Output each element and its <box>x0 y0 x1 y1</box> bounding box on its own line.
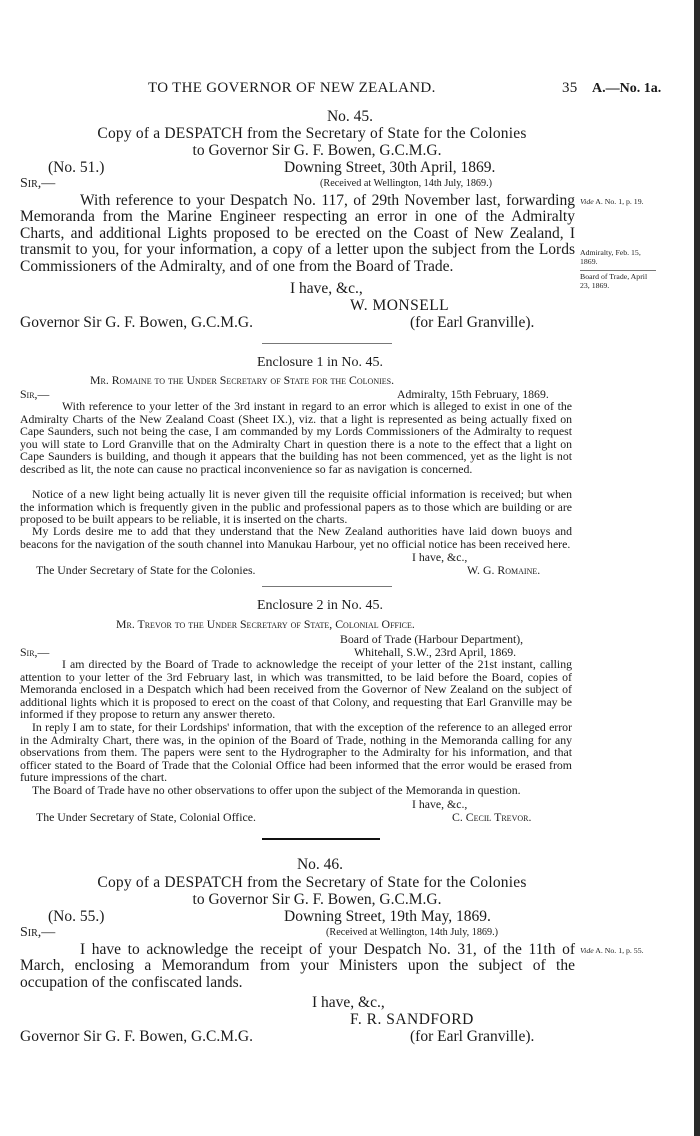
despatch-divider <box>262 838 380 840</box>
enclosure2-salutation: Sir,— <box>20 645 50 659</box>
enclosure1-signature: W. G. Romaine. <box>467 563 541 577</box>
despatch-signature: W. MONSELL <box>350 297 450 314</box>
despatch-addressee: Governor Sir G. F. Bowen, G.C.M.G. <box>20 314 253 331</box>
despatch46-received-note: (Received at Wellington, 14th July, 1869.) <box>326 927 499 938</box>
running-head-title: TO THE GOVERNOR OF NEW ZEALAND. <box>148 80 436 96</box>
despatch-closing: I have, &c., <box>290 280 363 297</box>
margin-note-board-of-trade: Board of Trade, April 23, 1869. <box>580 272 648 290</box>
enclosure2-para2: In reply I am to state, for their Lordships' information, that with the exception of the reference to an alleged error in the Admiralty Chart, there was, in the opinion of the Board of Trade, nothing in the Memoranda calling for any observations from them. The papers were sent to the Hydrographer to the Admiralty for his information, and that officer stated to the Board of Trade that the Colonial Office had been informed that the error would be erased from future impressions of the chart. <box>20 720 572 784</box>
despatch-salutation: Sir,— <box>20 176 56 191</box>
enclosure2-closing: I have, &c., <box>412 797 468 811</box>
page-number: 35 <box>562 80 578 96</box>
despatch-ref-no: (No. 51.) <box>48 159 105 176</box>
section-divider <box>262 586 392 587</box>
despatch46-salutation: Sir,— <box>20 925 56 940</box>
margin-note-vide-italic: Vide <box>580 197 594 206</box>
margin-note-vide <box>580 197 658 206</box>
despatch46-signature-note: (for Earl Granville). <box>410 1028 535 1045</box>
enclosure2-heading: Enclosure 2 in No. 45. <box>257 598 383 613</box>
despatch-body: With reference to your Despatch No. 117, of 29th November last, forwarding Memoranda from the Marine Engineer respecting an error in one of the Admiralty Charts, and additional Lights proposed to be erected on the Coast of New Zealand, I transmit to you, for your information, a copy of a letter upon the subject from the Lords Commissioners of the Admiralty, and of one from the Board of Trade. <box>20 192 575 275</box>
enclosure2-subheading: Mr. Trevor to the Under Secretary of State, Colonial Office. <box>116 617 415 631</box>
despatch-number: No. 45. <box>326 108 374 125</box>
despatch-signature-note: (for Earl Granville). <box>410 314 535 331</box>
enclosure1-closing: I have, &c., <box>412 550 468 564</box>
margin-note-rule <box>580 270 656 271</box>
enclosure1-subheading: Mr. Romaine to the Under Secretary of State for the Colonies. <box>90 373 395 387</box>
despatch46-closing: I have, &c., <box>312 994 385 1011</box>
enclosure1-place-date: Admiralty, 15th February, 1869. <box>397 387 549 401</box>
paper-reference: A.—No. 1a. <box>592 81 662 96</box>
enclosure1-para2: Notice of a new light being actually lit is never given till the requisite official information is received; but when the information which is frequently given in the public and professional papers as to those which are building or are proposed to be built appears to be reliable, it is inserted on the charts. <box>20 487 572 526</box>
despatch-title-line2: to Governor Sir G. F. Bowen, G.C.M.G. <box>192 142 442 159</box>
enclosure2-para1: I am directed by the Board of Trade to acknowledge the receipt of your letter of the 21st instant, calling attention to your letter of the 3rd February last, in which was transmitted, to be laid before the Board, copies of Memoranda enclosed in a Despatch which had been received from the Governor of New Zealand on the subject of additional lights which it is proposed to erect on the coast of that Colony, and requesting that Earl Granville may be informed if they propose to return any answer thereto. <box>20 657 572 721</box>
despatch46-title-line1: Copy of a DESPATCH from the Secretary of State for the Colonies <box>97 874 527 891</box>
despatch-received-note: (Received at Wellington, 14th July, 1869.) <box>320 178 493 189</box>
margin-note-admiralty: Admiralty, Feb. 15, 1869. <box>580 248 641 266</box>
despatch46-signature: F. R. SANDFORD <box>350 1011 474 1028</box>
section-divider <box>262 343 392 344</box>
despatch46-margin-note <box>580 946 658 955</box>
despatch46-place-date: Downing Street, 19th May, 1869. <box>284 908 491 925</box>
despatch46-ref-no: (No. 55.) <box>48 908 105 925</box>
despatch-title-line1: Copy of a DESPATCH from the Secretary of State for the Colonies <box>97 125 527 142</box>
scan-edge <box>694 0 700 1136</box>
enclosure2-signature: C. Cecil Trevor. <box>452 810 532 824</box>
enclosure1-para1: With reference to your letter of the 3rd instant in regard to an error which is alleged to exist in one of the Admiralty Charts of the New Zealand Coast (Sheet IX.), viz. that a light is represented as being actually fixed on Cape Saunders, such not being the case, I am commanded by my Lords Commissioners of the Admiralty to request you will state to Lord Granville that on the Admiralty Chart in question there is a note to the effect that a light on Cape Saunders is building, and though it appears that the building has not been commenced, yet as the light is not described as lit, the note can cause no practical inconvenience so far as navigation is concerned. <box>20 399 572 476</box>
despatch46-margin-note-italic: Vide <box>580 946 594 955</box>
enclosure1-para3: My Lords desire me to add that they understand that the New Zealand authorities have laid down buoys and beacons for the navigation of the south channel into Manukau Harbour, yet no official notice has been received here. <box>20 524 572 551</box>
despatch46-title-line2: to Governor Sir G. F. Bowen, G.C.M.G. <box>192 891 442 908</box>
enclosure1-salutation: Sir,— <box>20 387 50 401</box>
enclosure1-heading: Enclosure 1 in No. 45. <box>257 355 383 370</box>
enclosure2-para3: The Board of Trade have no other observations to offer upon the subject of the Memoranda in question. <box>32 783 521 797</box>
despatch46-number: No. 46. <box>296 856 344 873</box>
margin-note-vide-ref: A. No. 1, p. 19. <box>595 197 644 206</box>
despatch46-addressee: Governor Sir G. F. Bowen, G.C.M.G. <box>20 1028 253 1045</box>
enclosure1-addressee: The Under Secretary of State for the Colonies. <box>36 563 256 577</box>
enclosure2-addressee: The Under Secretary of State, Colonial Office. <box>36 810 256 824</box>
despatch-place-date: Downing Street, 30th April, 1869. <box>284 159 496 176</box>
enclosure2-address-line2: Whitehall, S.W., 23rd April, 1869. <box>354 645 517 659</box>
despatch46-margin-note-ref: A. No. 1, p. 55. <box>595 946 644 955</box>
despatch46-body: I have to acknowledge the receipt of your Despatch No. 31, of the 11th of March, enclosing a Memorandum from your Ministers upon the subject of the occupation of the confiscated lands. <box>20 941 575 991</box>
enclosure2-address-line1: Board of Trade (Harbour Department), <box>340 632 524 646</box>
